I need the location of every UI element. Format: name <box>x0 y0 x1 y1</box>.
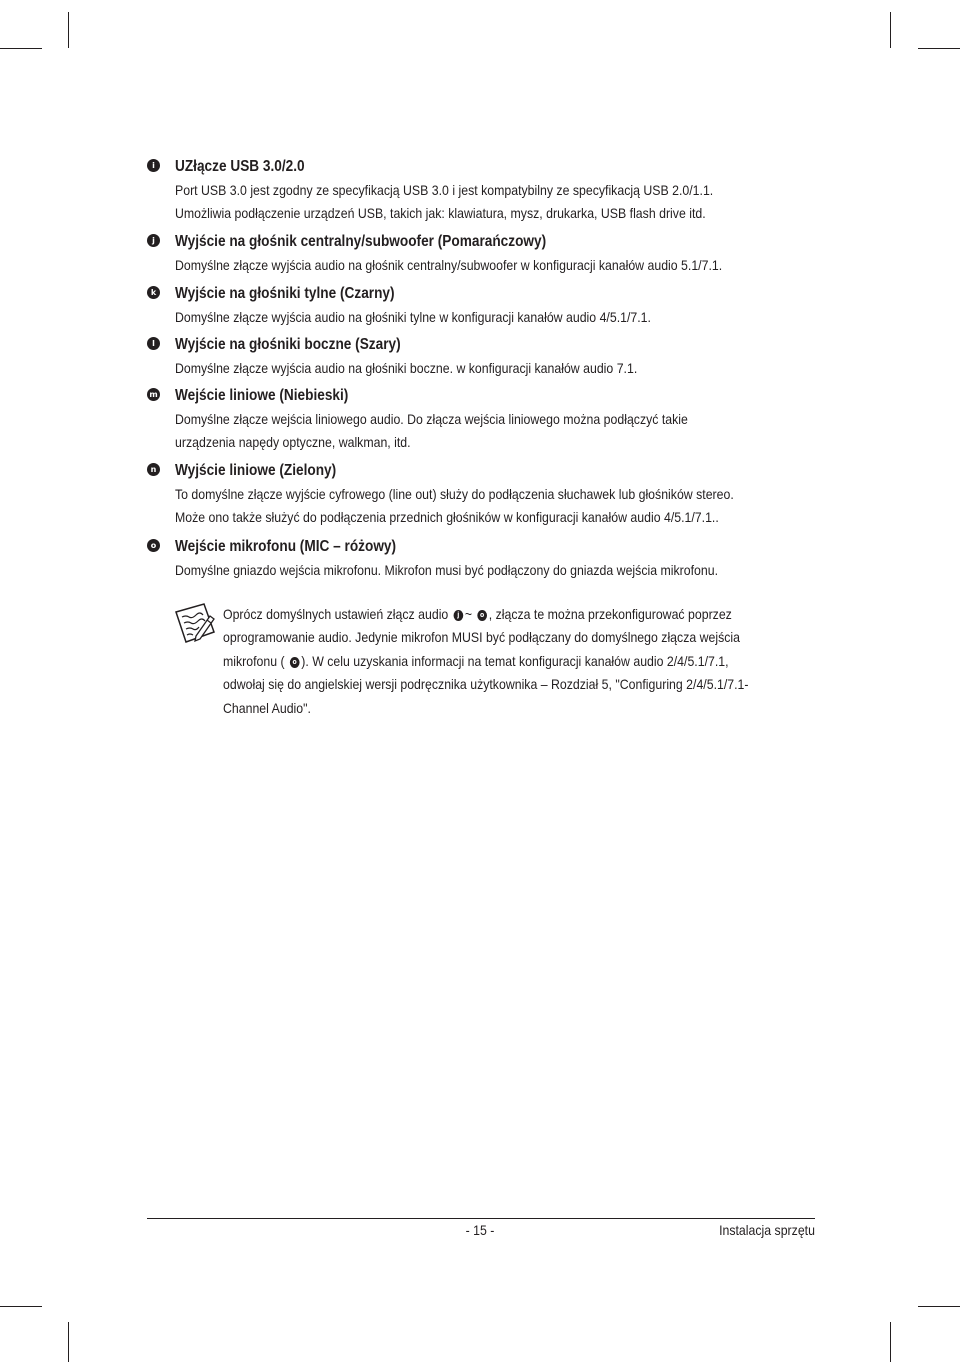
item-title: Wejście mikrofonu (MIC – różowy) <box>175 538 397 555</box>
note-line: odwołaj się do angielskiej wersji podręcznika użytkownika – Rozdział 5, "Configuring 2/4/5.1/7.1- <box>223 676 749 693</box>
note-block <box>223 603 823 720</box>
marker-icon: k <box>147 286 160 299</box>
footer-section-title: Instalacja sprzętu <box>719 1222 815 1238</box>
marker-icon: i <box>147 159 160 172</box>
marker-icon: o <box>290 657 300 668</box>
note-text: ). W celu uzyskania informacji na temat konfiguracji kanałów audio 2/4/5.1/7.1, <box>301 652 729 669</box>
crop-mark <box>68 12 69 48</box>
note-text: , złącza te można przekonfigurować poprzez <box>488 606 732 622</box>
note-text: Oprócz domyślnych ustawień złącz audio <box>223 606 449 622</box>
crop-mark <box>0 1306 42 1307</box>
marker-icon: o <box>477 610 487 621</box>
note-pencil-icon <box>174 602 216 644</box>
item-text: Domyślne gniazdo wejścia mikrofonu. Mikrofon musi być podłączony do gniazda wejścia mikrofonu. <box>175 562 719 578</box>
crop-mark <box>890 12 891 48</box>
connector-item-line-in <box>149 386 815 454</box>
item-text: Umożliwia podłączenie urządzeń USB, takich jak: klawiatura, mysz, drukarka, USB flash drive itd. <box>175 205 706 221</box>
item-text: Domyślne złącze wyjścia audio na głośniki boczne. w konfiguracji kanałów audio 7.1. <box>175 360 638 376</box>
note-text: ~ <box>464 606 473 622</box>
crop-mark <box>918 1306 960 1307</box>
item-title: UZłącze USB 3.0/2.0 <box>175 158 305 175</box>
marker-icon: o <box>147 539 160 552</box>
item-text: Port USB 3.0 jest zgodny ze specyfikacją USB 3.0 i jest kompatybilny ze specyfikacją USB 2.0/1.1. <box>175 182 714 198</box>
crop-mark <box>890 1322 891 1362</box>
connector-item-rear <box>150 284 815 329</box>
crop-mark <box>68 1322 69 1362</box>
marker-icon: l <box>147 337 160 350</box>
item-title: Wejście liniowe (Niebieski) <box>175 387 349 404</box>
crop-mark <box>918 48 960 49</box>
connector-item-mic <box>150 537 815 582</box>
connector-item-side <box>152 335 815 380</box>
item-title: Wyjście na głośniki tylne (Czarny) <box>175 285 395 302</box>
note-line: Channel Audio". <box>223 699 311 716</box>
item-title: Wyjście na głośnik centralny/subwoofer (Pomarańczowy) <box>175 233 547 250</box>
footer-divider <box>147 1218 815 1219</box>
item-text: Domyślne złącze wyjścia audio na głośniki tylne w konfiguracji kanałów audio 4/5.1/7.1. <box>175 309 651 325</box>
marker-icon: n <box>147 463 160 476</box>
item-text: urządzenia napędy optyczne, walkman, itd. <box>175 434 411 450</box>
connector-item-usb <box>152 157 815 225</box>
note-line: oprogramowanie audio. Jedynie mikrofon MUSI być podłączany do domyślnego złącza wejścia <box>223 629 741 646</box>
page-number: - 15 - <box>465 1222 495 1238</box>
marker-icon: j <box>147 234 160 247</box>
connector-item-line-out <box>150 461 815 529</box>
marker-icon: m <box>147 388 160 401</box>
crop-mark <box>0 48 42 49</box>
item-text: Może ono także służyć do podłączenia przednich głośników w konfiguracji kanałów audio 4/5.1/7.1.. <box>175 509 719 525</box>
marker-icon: j <box>453 610 463 621</box>
connector-item-center-sub <box>152 232 815 277</box>
item-text: To domyślne złącze wyjście cyfrowego (line out) służy do podłączenia słuchawek lub głośników stereo. <box>175 486 734 502</box>
item-title: Wyjście na głośniki boczne (Szary) <box>175 336 401 353</box>
note-text: mikrofonu ( <box>223 652 285 669</box>
note-line <box>223 650 751 673</box>
item-text: Domyślne złącze wejścia liniowego audio. Do złącza wejścia liniowego można podłączyć takie <box>175 411 688 427</box>
note-line <box>223 603 751 626</box>
item-title: Wyjście liniowe (Zielony) <box>175 462 337 479</box>
item-text: Domyślne złącze wyjścia audio na głośnik centralny/subwoofer w konfiguracji kanałów audio 5.1/7.1. <box>175 257 723 273</box>
